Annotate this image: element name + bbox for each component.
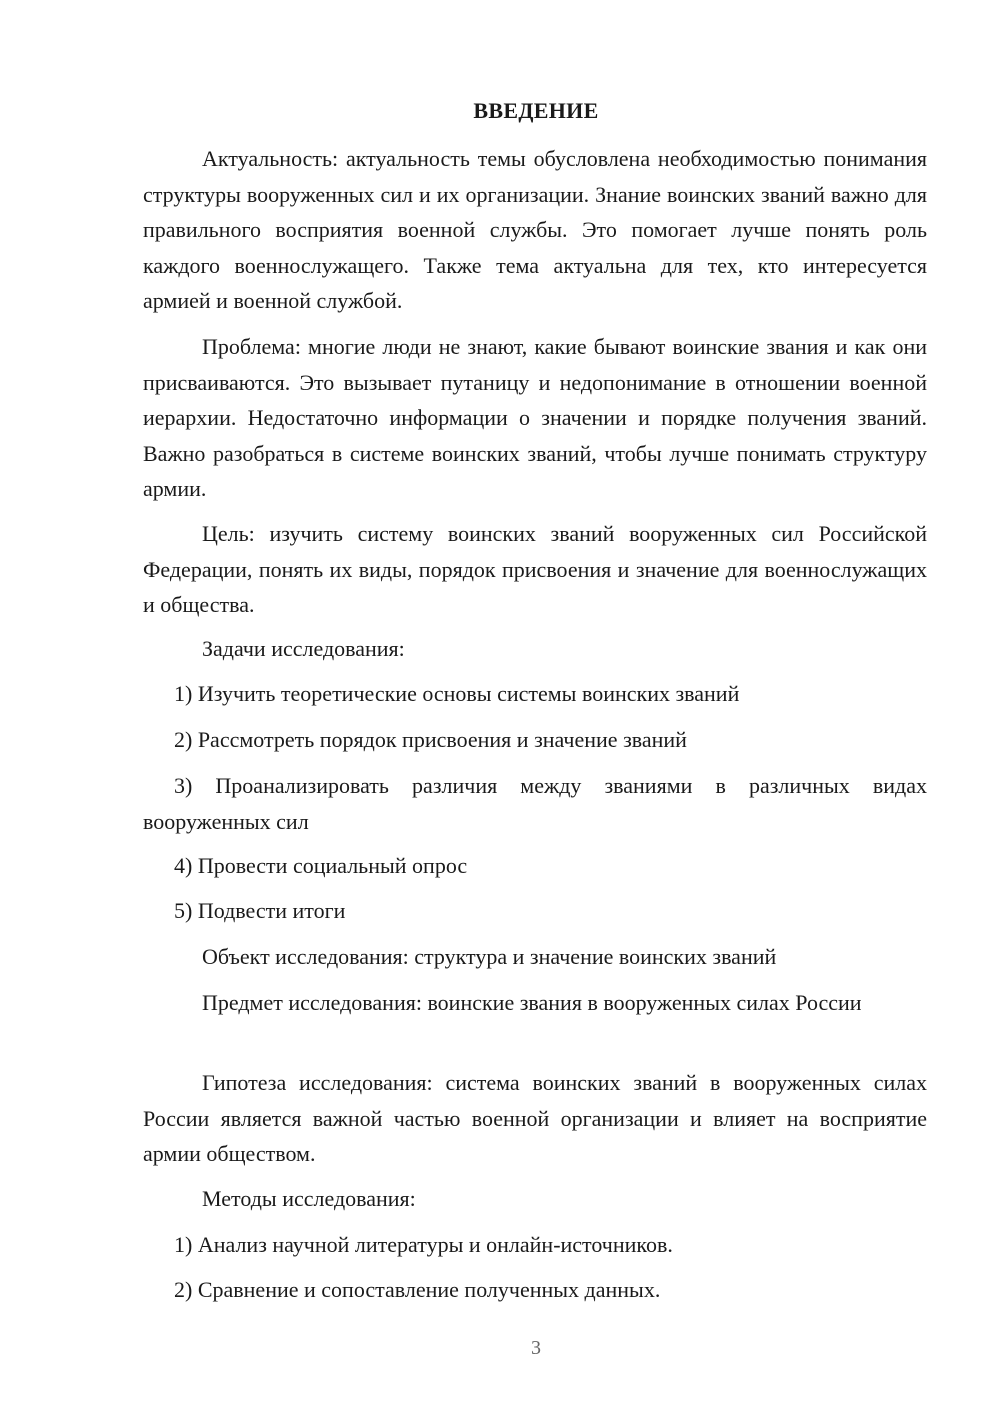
task-item-3: 3) Проанализировать различия между званиями в различных видах вооруженных сил [143,773,927,834]
method-item-2: 2) Сравнение и сопоставление полученных данных. [174,1277,661,1302]
relevance-paragraph: Актуальность: актуальность темы обусловлена необходимостью понимания структуры вооруженных сил и их организации. Знание воинских званий важно для правильного восприятия военной службы. Это помогает лучше понять роль каждого военнослужащего. Также тема актуальна для тех, кто интересуется армией и военной службой. [143,146,927,313]
section-heading: ВВЕДЕНИЕ [473,98,599,123]
goal-paragraph: Цель: изучить систему воинских званий вооруженных сил Российской Федерации, понять их виды, порядок присвоения и значение для военнослужащих и общества. [143,521,927,617]
subject-paragraph: Предмет исследования: воинские звания в вооруженных силах России [202,990,862,1015]
methods-title: Методы исследования: [202,1186,416,1211]
task-item-2: 2) Рассмотреть порядок присвоения и значение званий [174,727,687,752]
hypothesis-paragraph: Гипотеза исследования: система воинских званий в вооруженных силах России является важной частью военной организации и влияет на восприятие армии обществом. [143,1070,927,1166]
object-paragraph: Объект исследования: структура и значение воинских званий [202,944,777,969]
page-number: 3 [531,1337,541,1359]
method-item-1: 1) Анализ научной литературы и онлайн-источников. [174,1232,673,1257]
task-item-1: 1) Изучить теоретические основы системы воинских званий [174,681,740,706]
task-item-5: 5) Подвести итоги [174,898,346,923]
task-item-4: 4) Провести социальный опрос [174,853,468,878]
problem-paragraph: Проблема: многие люди не знают, какие бывают воинские звания и как они присваиваются. Это вызывает путаницу и недопонимание в отношении военной иерархии. Недостаточно информации о значении и порядке получения званий. Важно разобраться в системе воинских званий, чтобы лучше понимать структуру армии. [143,334,927,501]
tasks-title: Задачи исследования: [202,636,405,661]
